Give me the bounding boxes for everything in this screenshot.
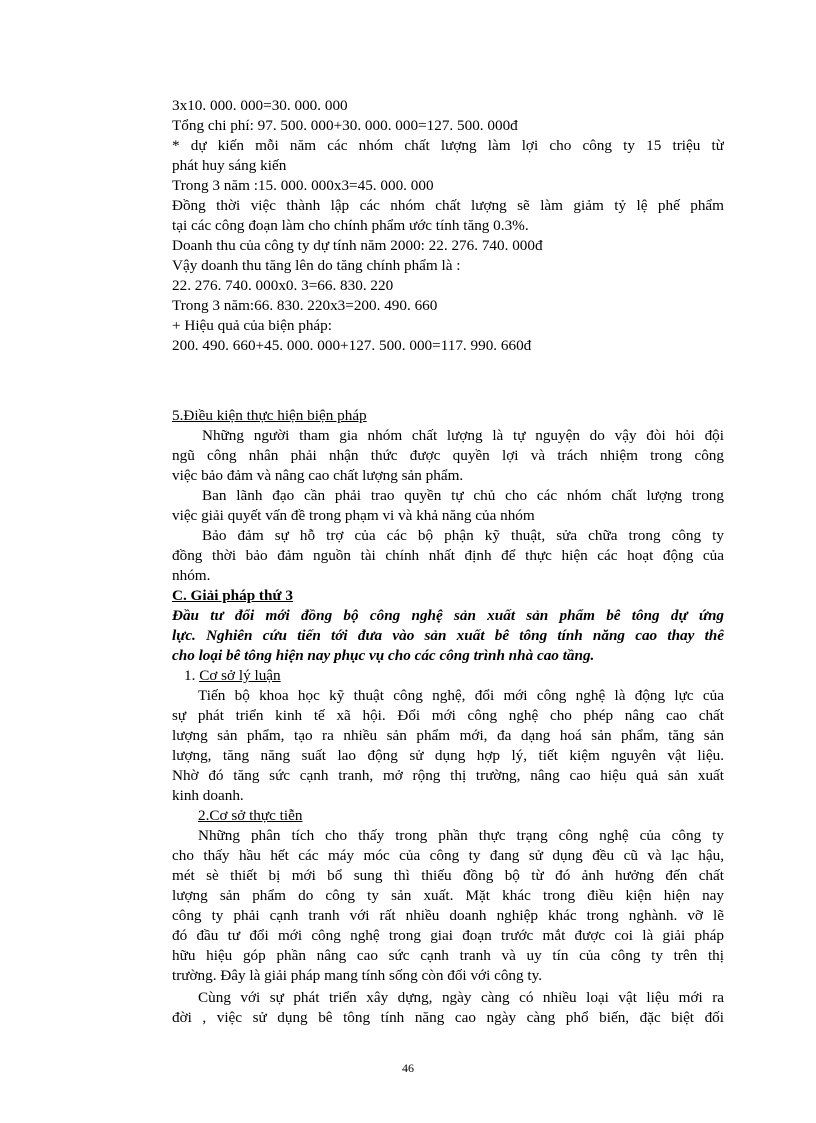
subsection-1-heading: 1. Cơ sở lý luận [184, 667, 281, 684]
paragraph-line: trường. Đây là giải pháp mang tính sống còn đối với công ty. [172, 967, 543, 984]
calc-line: Trong 3 năm :15. 000. 000x3=45. 000. 000 [172, 177, 434, 194]
calc-line: 22. 276. 740. 000x0. 3=66. 830. 220 [172, 277, 394, 294]
paragraph-line: đời , việc sử dụng bê tông tính năng cao ngày càng phổ biến, đặc biệt đối [172, 1009, 724, 1026]
calc-line: Vậy doanh thu tăng lên do tăng chính phẩm là : [172, 257, 461, 274]
calc-line: 3x10. 000. 000=30. 000. 000 [172, 97, 348, 114]
paragraph-line: lượng sản phẩm do công ty sản xuất. Mặt khác trong điều kiện hiện nay [172, 887, 724, 904]
subsection-2-heading: 2.Cơ sở thực tiễn [198, 807, 303, 824]
document-page [172, 96, 724, 1028]
paragraph-line: việc bảo đảm và nâng cao chất lượng sản phẩm. [172, 467, 464, 484]
paragraph-line: kinh doanh. [172, 787, 244, 804]
paragraph-line: Cùng với sự phát triển xây dựng, ngày càng có nhiều loại vật liệu mới ra [198, 989, 724, 1006]
paragraph-line: cho thấy hầu hết các máy móc của công ty đang sử dụng đều cũ và lạc hậu, [172, 847, 724, 864]
paragraph-line: đồng thời bảo đảm nguồn tài chính nhất định để thực hiện các hoạt động của [172, 547, 724, 564]
calc-line: Doanh thu của công ty dự tính năm 2000: 22. 276. 740. 000đ [172, 237, 543, 254]
paragraph-line: ngũ công nhân phải nhận thức được quyền lợi và trách nhiệm trong công [172, 447, 724, 464]
paragraph-line: Nhờ đó tăng sức cạnh tranh, mở rộng thị trường, nâng cao hiệu quả sản xuất [172, 767, 724, 784]
calc-line: Trong 3 năm:66. 830. 220x3=200. 490. 660 [172, 297, 438, 314]
section-c-heading: C. Giải pháp thứ 3 [172, 587, 293, 604]
solution-title-line: Đầu tư đổi mới đồng bộ công nghệ sản xuất sản phẩm bê tông dự ứng [172, 607, 724, 624]
calc-line: * dự kiến mỗi năm các nhóm chất lượng làm lợi cho công ty 15 triệu từ [172, 137, 724, 154]
calc-line: Tổng chi phí: 97. 500. 000+30. 000. 000=127. 500. 000đ [172, 117, 518, 134]
calc-line: + Hiệu quả của biện pháp: [172, 317, 332, 334]
page-number: 46 [402, 1061, 414, 1075]
paragraph-line: lượng sản phẩm, tạo ra nhiều sản phẩm mới, đa dạng hoá sản phẩm, tăng sản [172, 727, 724, 744]
section-5-heading: 5.Điều kiện thực hiện biện pháp [172, 407, 367, 424]
paragraph-line: sự phát triển kinh tế xã hội. Đổi mới công nghệ cho phép nâng cao chất [172, 707, 724, 724]
calc-line: 200. 490. 660+45. 000. 000+127. 500. 000=117. 990. 660đ [172, 337, 532, 354]
calc-line: tại các công đoạn làm cho chính phẩm ước tính tăng 0.3%. [172, 217, 529, 234]
solution-title-line: cho loại bê tông hiện nay phục vụ cho các công trình nhà cao tầng. [172, 647, 595, 664]
paragraph-line: đó đầu tư đổi mới công nghệ trong giai đoạn trước mắt được coi là giải pháp [172, 927, 724, 944]
paragraph-line: hữu hiệu góp phần nâng cao sức cạnh tranh và uy tín của công ty trên thị [172, 947, 724, 964]
spacer [172, 356, 724, 406]
calc-line: phát huy sáng kiến [172, 157, 287, 174]
paragraph-line: công ty phải cạnh tranh với rất nhiều doanh nghiệp khác trong nghành. vỡ lẽ [172, 907, 724, 924]
paragraph-line: việc giải quyết vấn đề trong phạm vi và khả năng của nhóm [172, 507, 535, 524]
paragraph-line: Những người tham gia nhóm chất lượng là tự nguyện do vậy đòi hỏi đội [202, 427, 724, 444]
paragraph-line: Ban lãnh đạo cần phải trao quyền tự chủ cho các nhóm chất lượng trong [202, 487, 724, 504]
paragraph-line: lượng, tăng năng suất lao động sử dụng hợp lý, tiết kiệm nguyên vật liệu. [172, 747, 724, 764]
paragraph-line: Bảo đảm sự hỗ trợ của các bộ phận kỹ thuật, sửa chữa trong công ty [202, 527, 724, 544]
solution-title-line: lực. Nghiên cứu tiến tới đưa vào sản xuất bê tông tính năng cao thay thế [172, 627, 724, 644]
paragraph-line: nhóm. [172, 567, 211, 584]
paragraph-line: Tiến bộ khoa học kỹ thuật công nghệ, đổi mới công nghệ là động lực của [198, 687, 724, 704]
paragraph-line: Những phân tích cho thấy trong phần thực trạng công nghệ của công ty [198, 827, 724, 844]
calc-line: Đồng thời việc thành lập các nhóm chất lượng sẽ làm giảm tỷ lệ phế phẩm [172, 197, 724, 214]
paragraph-line: mét sè thiết bị mới bổ sung thì thiếu đồng bộ từ đó ảnh hưởng đến chất [172, 867, 724, 884]
